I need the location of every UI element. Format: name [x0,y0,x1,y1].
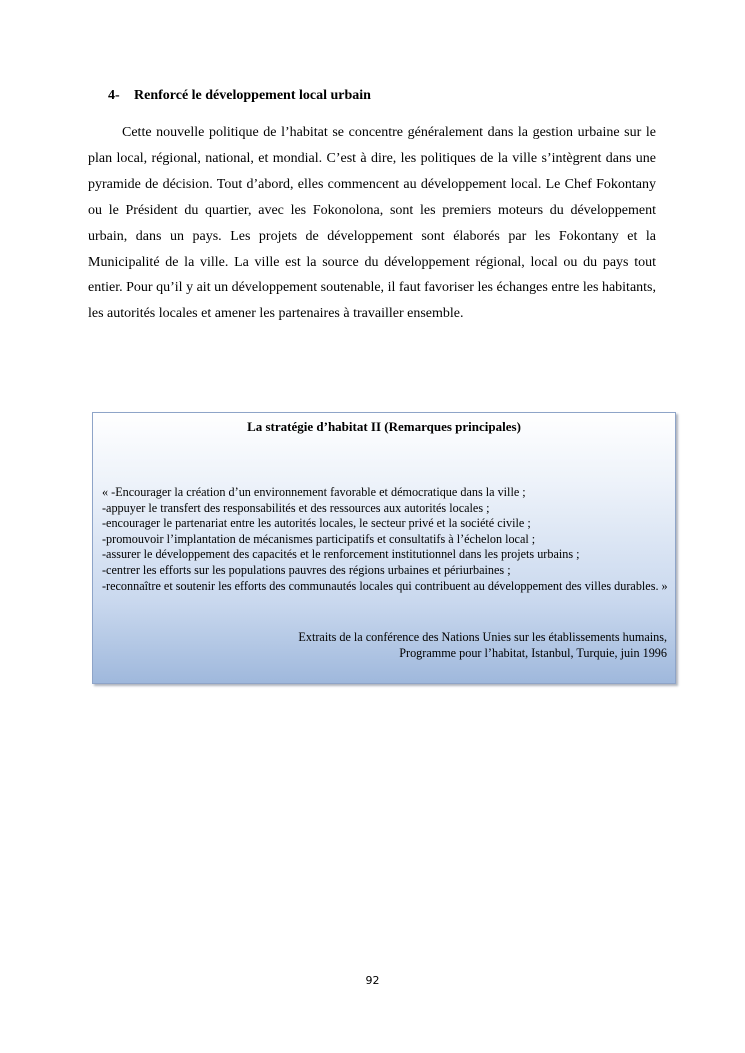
body-paragraph: Cette nouvelle politique de l’habitat se concentre généralement dans la gestion urbaine sur le plan local, régional, national, et mondial. C’est à dire, les politiques de la ville s’intègrent dans une pyramide de décision. Tout d’abord, elles commencent au développement local. Le Chef Fokontany ou le Président du quartier, avec les Fokonolona, sont les premiers moteurs du développement urbain, dans un pays. Les projets de développement sont élaborés par les Fokontany et la Municipalité de la ville. La ville est la source du développement régional, local ou du pays tout entier. Pour qu’il y ait un développement soutenable, il faut favoriser les échanges entre les habitants, les autorités locales et amener les partenaires à travailler ensemble. [88,125,656,322]
quote-item: -reconnaître et soutenir les efforts des communautés locales qui contribuent au développement des villes durables. » [102,578,668,593]
quote-item: -appuyer le transfert des responsabilités et des ressources aux autorités locales ; [102,500,490,515]
page-number: 92 [365,974,380,987]
section-heading [108,88,371,104]
quote-source [298,629,667,661]
quote-item: « -Encourager la création d’un environnement favorable et démocratique dans la ville ; [102,485,526,499]
section-number: 4- [108,88,120,103]
quote-item: -encourager le partenariat entre les autorités locales, le secteur privé et la société civile ; [102,516,531,531]
quote-title: La stratégie d’habitat II (Remarques principales) [247,419,521,434]
quote-item: -assurer le développement des capacités et le renforcement institutionnel dans les projets urbains ; [102,547,580,562]
quote-item: -promouvoir l’implantation de mécanismes participatifs et consultatifs à l’échelon local ; [102,531,536,546]
quote-source-line: Extraits de la conférence des Nations Unies sur les établissements humains, [298,630,667,644]
quote-item: -centrer les efforts sur les populations pauvres des régions urbaines et périurbaines ; [102,562,511,577]
quote-box [92,412,676,684]
quote-source-line: Programme pour l’habitat, Istanbul, Turquie, juin 1996 [399,646,667,660]
quote-list [102,485,668,594]
section-title: Renforcé le développement local urbain [134,88,371,103]
